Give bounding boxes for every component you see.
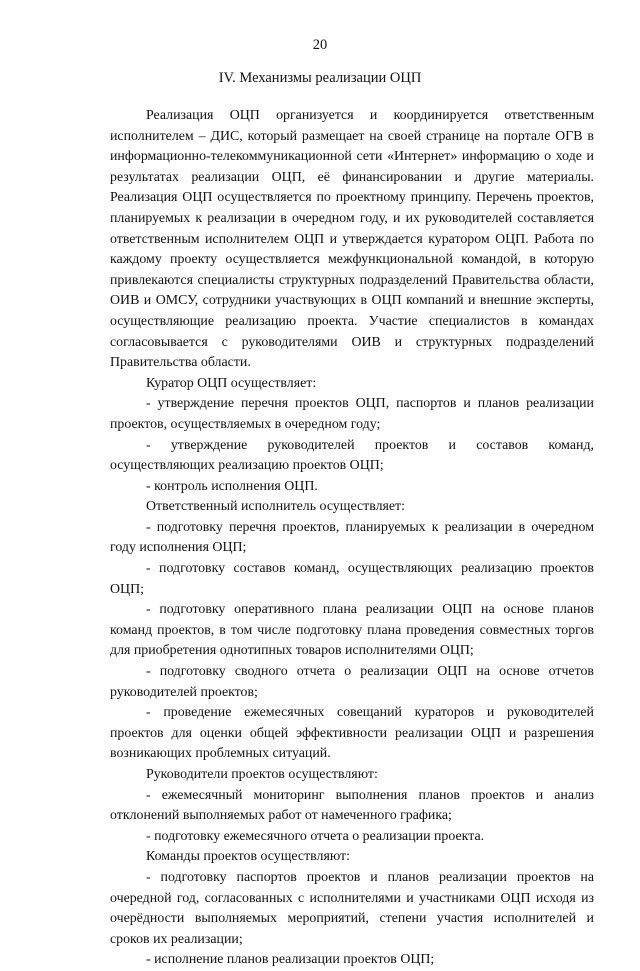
list-item: - подготовку составов команд, осуществляющих реализацию проектов ОЦП; xyxy=(110,561,594,597)
list-item: - подготовку оперативного плана реализации ОЦП на основе планов команд проектов, в том числе подготовку плана проведения совместных торгов для приобретения однотипных товаров исполнителями ОЦП; xyxy=(110,602,594,659)
paragraph-managers-heading: Руководители проектов осуществляют: xyxy=(146,767,378,782)
paragraph-executor-heading: Ответственный исполнитель осуществляет: xyxy=(146,499,405,515)
paragraph-intro: Реализация ОЦП организуется и координируется ответственным исполнителем – ДИС, который размещает на своей странице на портале ОГВ в информационно-телекоммуникационной сети «Интернет» информацию о ходе и результатах реализации ОЦП, её финансировании и другие материалы. Реализация ОЦП осуществляется по проектному принципу. Перечень проектов, планируемых к реализации в очередном году, и их руководителей составляется ответственным исполнителем ОЦП и утверждается куратором ОЦП. Работа по каждому проекту осуществляется межфункциональной командой, в которую привлекаются специалисты структурных подразделений Правительства области, ОИВ и ОМСУ, сотрудники участвующих в ОЦП компаний и внешние эксперты, осуществляющие реализацию проекта. Участие специалистов в командах согласовывается с руководителями ОИВ и структурных подразделений Правительства области. xyxy=(110,108,594,371)
list-item: - подготовку сводного отчета о реализации ОЦП на основе отчетов руководителей проектов; xyxy=(110,664,594,700)
paragraph-teams-heading: Команды проектов осуществляют: xyxy=(146,849,350,865)
list-item: - утверждение руководителей проектов и составов команд, осуществляющих реализацию проектов ОЦП; xyxy=(110,437,594,474)
list-item: - ежемесячный мониторинг выполнения планов проектов и анализ отклонений выполняемых работ от намеченного графика; xyxy=(110,787,594,824)
list-item: - исполнение планов реализации проектов ОЦП; xyxy=(146,952,435,968)
list-item: - подготовку перечня проектов, планируемых к реализации в очередном году исполнения ОЦП; xyxy=(110,519,594,556)
list-item: - проведение ежемесячных совещаний кураторов и руководителей проектов для оценки общей эффективности реализации ОЦП и разрешения возникающих проблемных ситуаций. xyxy=(110,705,594,762)
list-item: - подготовку ежемесячного отчета о реализации проекта. xyxy=(146,828,485,844)
page-number: 20 xyxy=(312,37,328,53)
list-item: - контроль исполнения ОЦП. xyxy=(146,478,318,494)
paragraph-curator-heading: Куратор ОЦП осуществляет: xyxy=(146,375,317,391)
section-heading: IV. Механизмы реализации ОЦП xyxy=(218,70,422,86)
list-item: - подготовку паспортов проектов и планов реализации проектов на очередной год, согласованных с исполнителями и участниками ОЦП исходя из очерёдности выполняемых мероприятий, степени участия исполнителей и сроков их реализации; xyxy=(110,869,594,947)
list-item: - утверждение перечня проектов ОЦП, паспортов и планов реализации проектов, осуществляемых в очередном году; xyxy=(110,396,594,432)
document-body xyxy=(110,106,594,971)
